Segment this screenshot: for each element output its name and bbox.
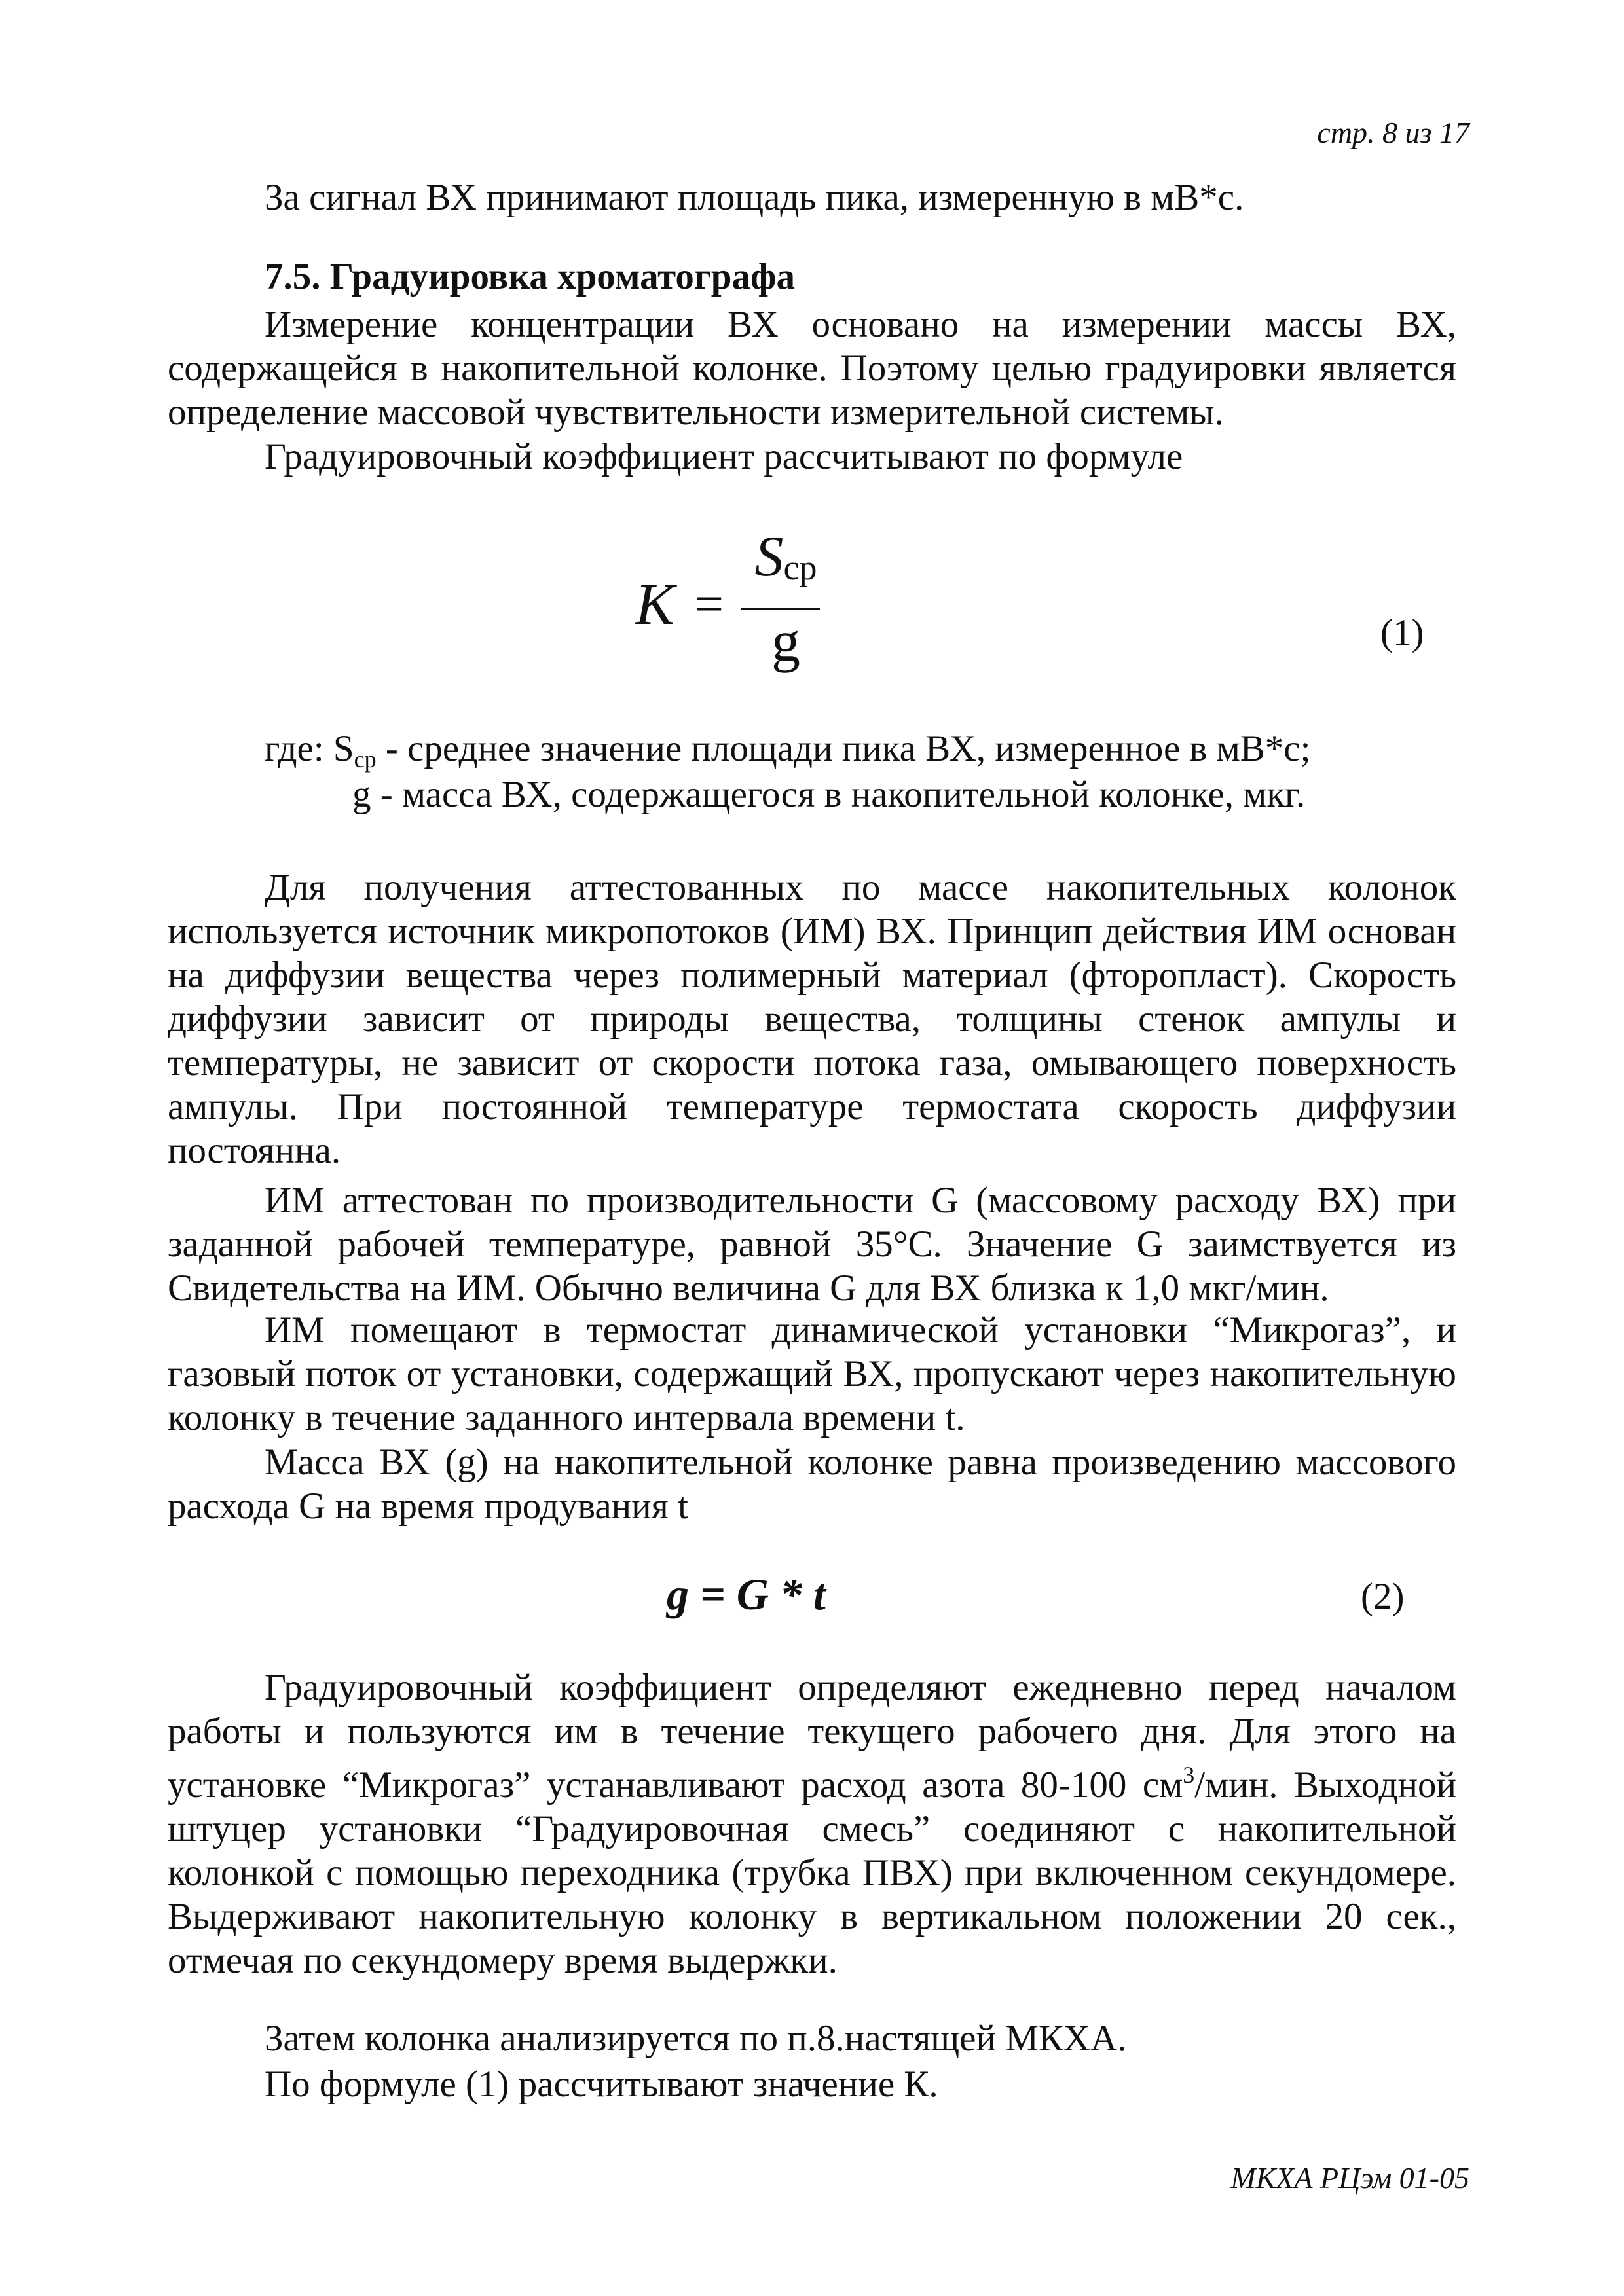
where-s-sub: ср [354,746,377,773]
paragraph-signal: За сигнал ВХ принимают площадь пика, измеренную в мВ*с. [265,177,1244,218]
page-number-label: стр. 8 из 17 [1317,116,1469,149]
formula-1-numerator [747,524,825,590]
paragraph-calculate: По формуле (1) рассчитывают значение К. [265,2064,938,2105]
formula-1 [629,524,904,687]
paragraph-formula-intro: Градуировочный коэффициент рассчитывают по формуле [265,436,1183,477]
formula-1-number: (1) [1380,612,1424,653]
where-line-2: g - масса ВХ, содержащегося в накопительной колонке, мкг. [352,774,1306,815]
paragraph-micro-source: Для получения аттестованных по массе накопительных колонок используется источник микропотоков (ИМ) ВХ. Принцип действия ИМ основан на диффузии вещества через полимерный материал (фторопласт). Скорость диффузии зависит от природы вещества, толщины стенок ампулы и температуры, не зависит от скорости потока газа, омывающего поверхность ампулы. При постоянной температуре термостата скорость диффузии постоянна. [168,867,1456,1171]
formula-2-number: (2) [1361,1576,1405,1617]
formula-1-numerator-sub: ср [783,548,817,587]
paragraph-attestation: ИМ аттестован по производительности G (массовому расходу ВХ) при заданной рабочей температуре, равной 35°С. Значение G заимствуется из Свидетельства на ИМ. Обычно величина G для ВХ близка к 1,0 мкг/мин. [168,1180,1456,1309]
paragraph-daily-calibration [168,1666,1456,1982]
formula-1-denominator: g [771,610,800,674]
where-s-prefix: где: S [265,728,354,769]
formula-1-lhs: K [635,572,675,637]
paragraph-daily-text-a: Градуировочный коэффициент определяют ежедневно перед началом работы и пользуются им в течение текущего рабочего дня. Для этого на установке “Микрогаз” устанавливают расход азота 80-100 см [168,1667,1456,1806]
formula-1-equals: = [694,575,724,633]
formula-2: g = G * t [667,1569,826,1619]
section-heading: 7.5. Градуировка хроматографа [265,256,795,297]
document-code: МКХА РЦэм 01-05 [1230,2161,1469,2195]
paragraph-then: Затем колонка анализируется по п.8.настящей МКХА. [265,2018,1127,2059]
paragraph-placement: ИМ помещают в термостат динамической установки “Микрогаз”, и газовый поток от установки, содержащий ВХ, пропускают через накопительную колонку в течение заданного интервала времени t. [168,1309,1456,1438]
paragraph-daily-text-b: /мин. Выходной штуцер установки “Градуировочная смесь” соединяют с накопительной колонкой с помощью переходника (трубка ПВХ) при включенном секундомере. Выдерживают накопительную колонку в вертикальном положении 20 сек., отмечая по секундомеру время выдержки. [168,1764,1456,1981]
paragraph-measurement: Измерение концентрации ВХ основано на измерении массы ВХ, содержащейся в накопительной колонке. Поэтому целью градуировки является определение массовой чувствительности измерительной системы. [168,304,1456,433]
paragraph-daily-superscript: 3 [1183,1762,1195,1788]
formula-1-numerator-base: S [754,525,784,589]
where-s-description: - среднее значение площади пика ВХ, измеренное в мВ*с; [376,728,1311,769]
paragraph-mass: Масса ВХ (g) на накопительной колонке равна произведению массового расхода G на время продувания t [168,1442,1456,1527]
